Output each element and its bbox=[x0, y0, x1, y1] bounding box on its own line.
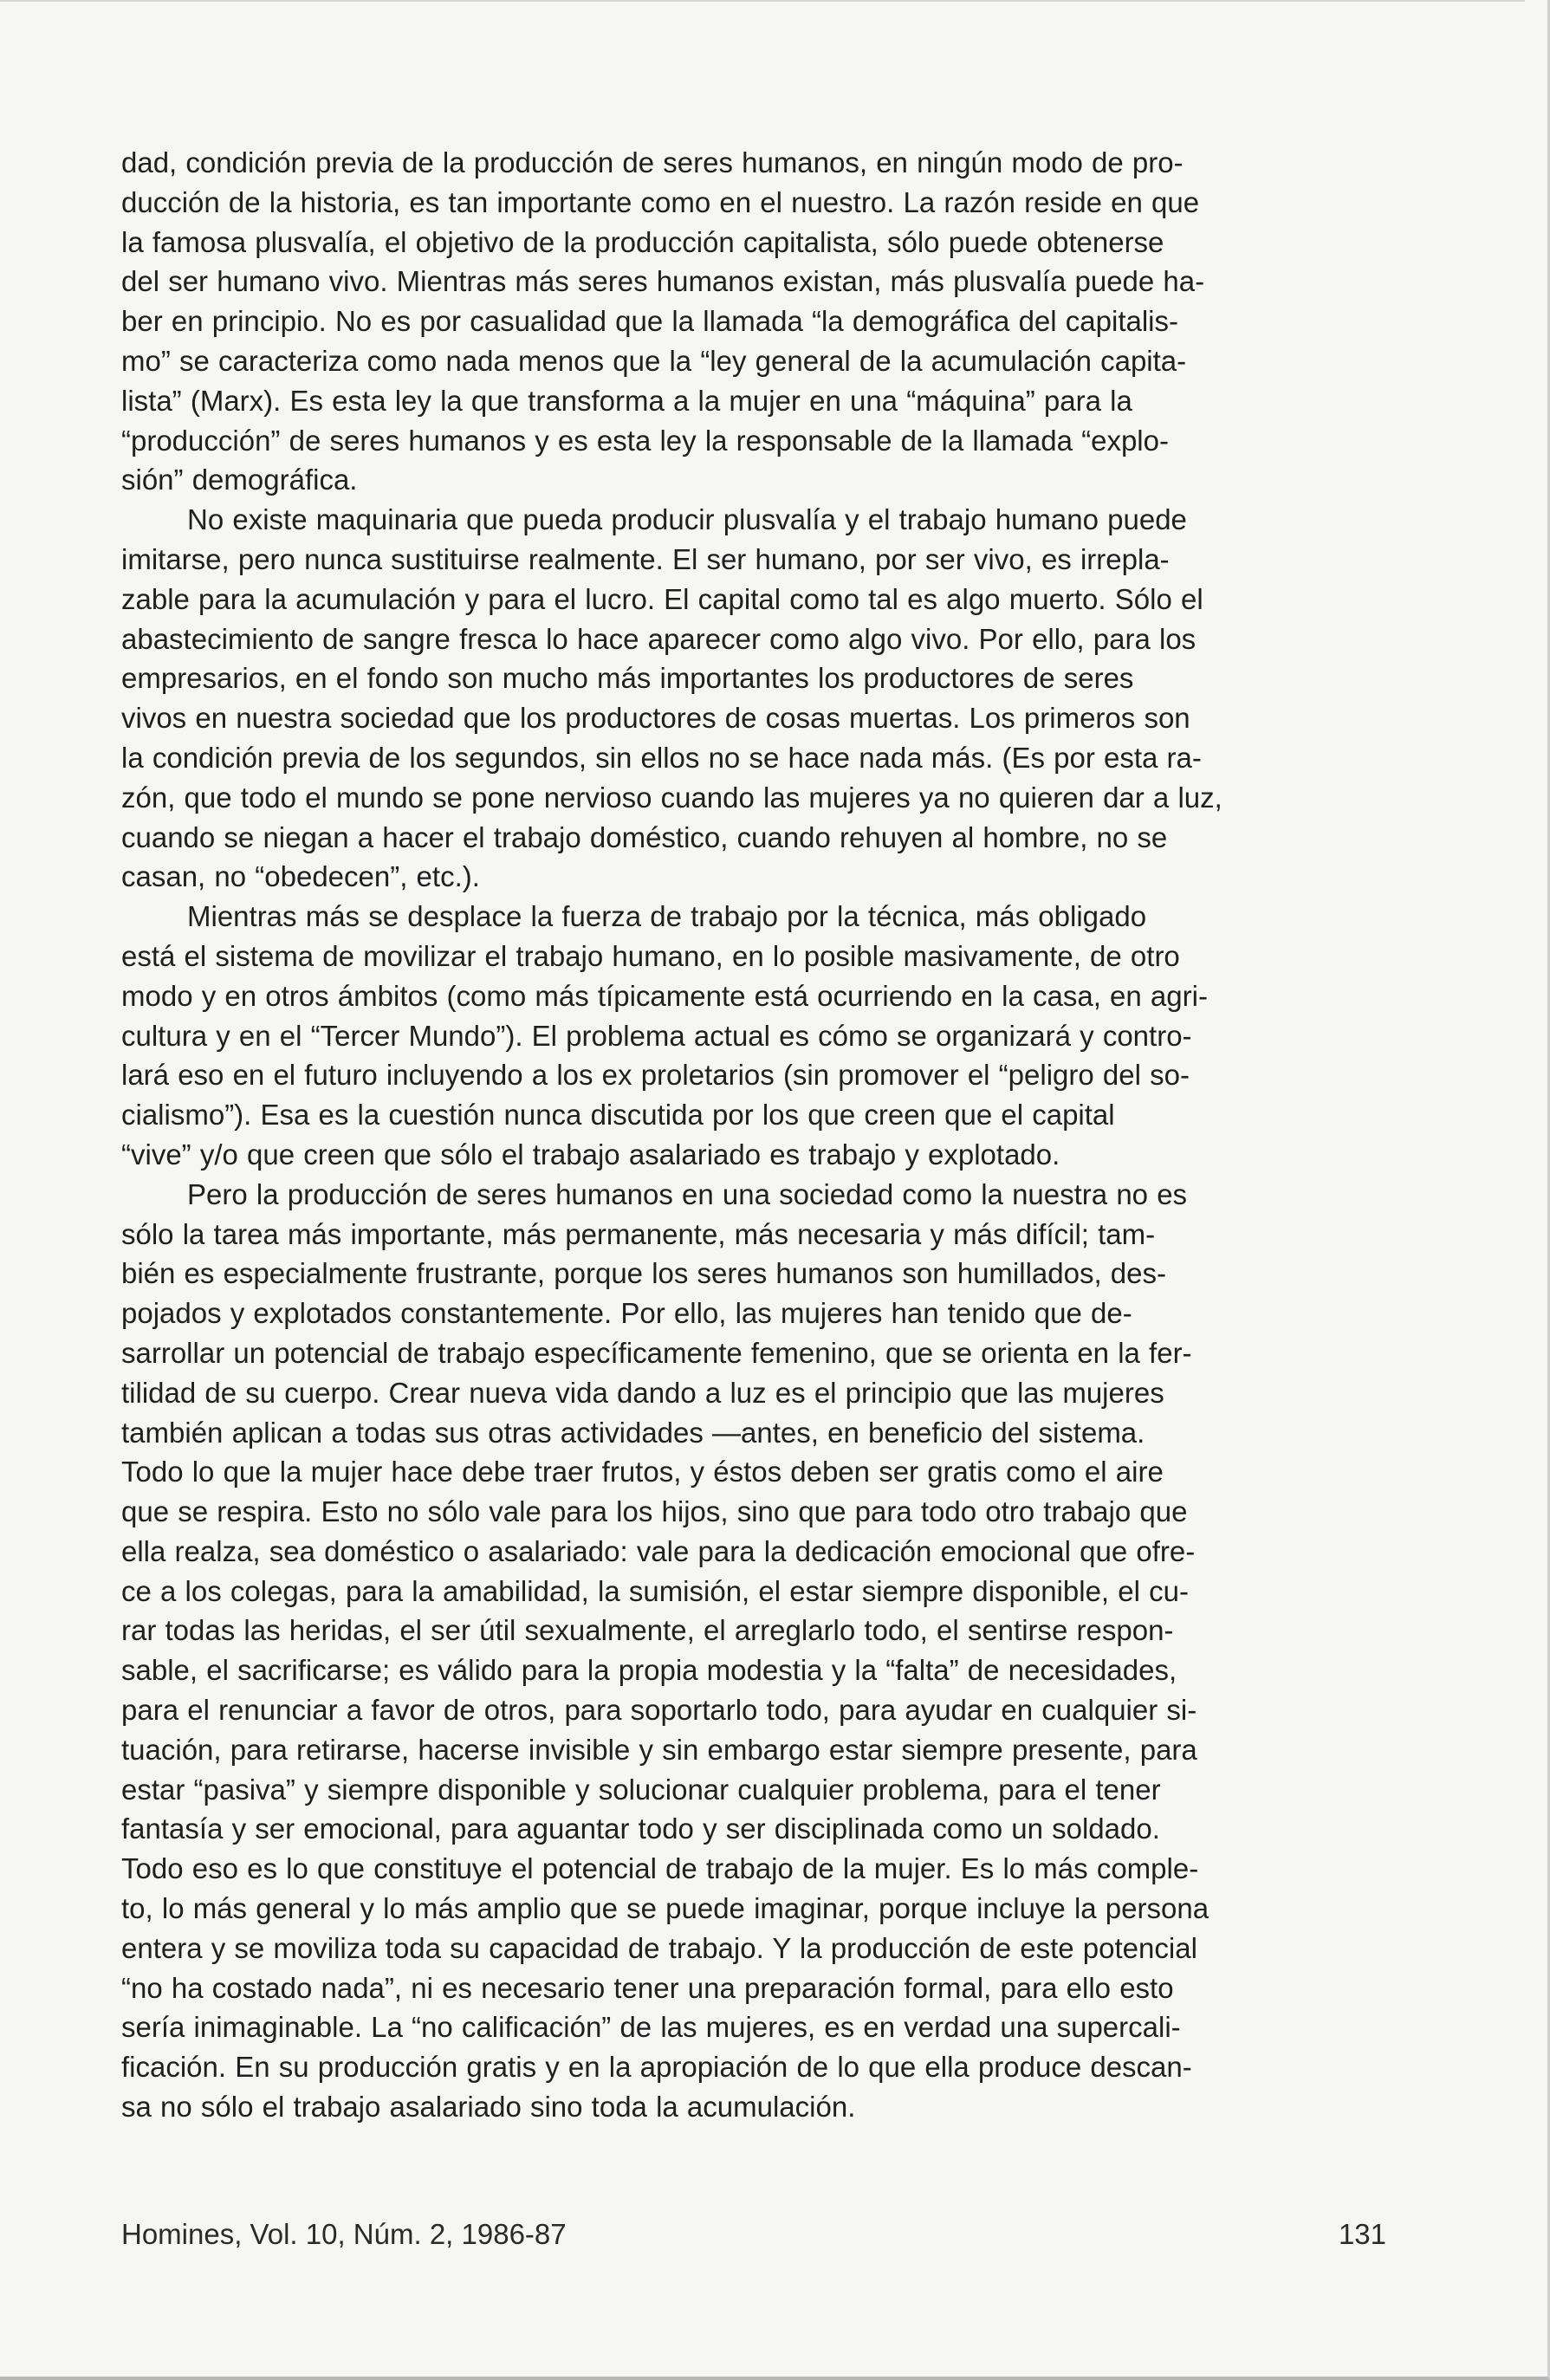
journal-citation: Homines, Vol. 10, Núm. 2, 1986-87 bbox=[121, 2218, 567, 2250]
page-number: 131 bbox=[1338, 2218, 1386, 2250]
page-footer bbox=[121, 2214, 1412, 2255]
paragraph-4: Pero la producción de seres humanos en una sociedad como la nuestra no es sólo la tarea más importante, más permanente, más necesaria y más difícil; tam- bién es especialmente frustrante, porque los seres humanos son humillados, des- pojados y explotados constantemente. Por ello, las mujeres han tenido que de- sarrollar un potencial de trabajo específicamente femenino, que se orienta en la fer- tilidad de su cuerpo. Crear nueva vida dando a luz es el principio que las mujeres también aplican a todas sus otras actividades —antes, en beneficio del sistema. Todo lo que la mujer hace debe traer frutos, y éstos deben ser gratis como el aire que se respira. Esto no sólo vale para los hijos, sino que para todo otro trabajo que ella realza, sea doméstico o asalariado: vale para la dedicación emocional que ofre- ce a los colegas, para la amabilidad, la sumisión, el estar siempre disponible, el cu- rar todas las heridas, el ser útil sexualmente, el arreglarlo todo, el sentirse respon- sable, el sacrificarse; es válido para la propia modestia y la “falta” de necesidades, para el renunciar a favor de otros, para soportarlo todo, para ayudar en cualquier si- tuación, para retirarse, hacerse invisible y sin embargo estar siempre presente, para estar “pasiva” y siempre disponible y solucionar cualquier problema, para el tener fantasía y ser emocional, para aguantar todo y ser disciplinada como un soldado. Todo eso es lo que constituye el potencial de trabajo de la mujer. Es lo más comple- to, lo más general y lo más amplio que se puede imaginar, porque incluye la persona entera y se moviliza toda su capacidad de trabajo. Y la producción de este potencial “no ha costado nada”, ni es necesario tener una preparación formal, para ello esto sería inimaginable. La “no calificación” de las mujeres, es en verdad una supercali- ficación. En su producción gratis y en la apropiación de lo que ella produce descan- sa no sólo el trabajo asalariado sino toda la acumulación. bbox=[121, 1177, 1210, 2124]
paragraph-2: No existe maquinaria que pueda producir plusvalía y el trabajo humano puede imitarse, pero nunca sustituirse realmente. El ser humano, por ser vivo, es irrepla- zable para la acumulación y para el lucro. El capital como tal es algo muerto. Sólo el abastecimiento de sangre fresca lo hace aparecer como algo vivo. Por ello, para los empresarios, en el fondo son mucho más importantes los productores de seres vivos en nuestra sociedad que los productores de cosas muertas. Los primeros son la condición previa de los segundos, sin ellos no se hace nada más. (Es por esta ra- zón, que todo el mundo se pone nervioso cuando las mujeres ya no quieren dar a luz, cuando se niegan a hacer el trabajo doméstico, cuando rehuyen al hombre, no se casan, no “obedecen”, etc.). bbox=[121, 503, 1222, 893]
paragraph-1: dad, condición previa de la producción de seres humanos, en ningún modo de pro- ducción de la historia, es tan importante como en el nuestro. La razón reside en que la famosa plusvalía, el objetivo de la producción capitalista, sólo puede obtenerse del ser humano vivo. Mientras más seres humanos existan, más plusvalía puede ha- ber en principio. No es por casualidad que la llamada “la demográfica del capitalis- mo” se caracteriza como nada menos que la “ley general de la acumulación capita- lista” (Marx). Es esta ley la que transforma a la mujer en una “máquina” para la “producción” de seres humanos y es esta ley la responsable de la llamada “explo- sión” demográfica. bbox=[121, 146, 1205, 496]
article-body bbox=[121, 143, 1412, 2127]
paragraph-3: Mientras más se desplace la fuerza de trabajo por la técnica, más obligado está el sistema de movilizar el trabajo humano, en lo posible masivamente, de otro modo y en otros ámbitos (como más típicamente está ocurriendo en la casa, en agri- cultura y en el “Tercer Mundo”). El problema actual es cómo se organizará y contro- lará eso en el futuro incluyendo a los ex proletarios (sin promover el “peligro del so- cialismo”). Esa es la cuestión nunca discutida por los que creen que el capital “vive” y/o que creen que sólo el trabajo asalariado es trabajo y explotado. bbox=[121, 900, 1208, 1171]
page-edge bbox=[0, 0, 1525, 2]
